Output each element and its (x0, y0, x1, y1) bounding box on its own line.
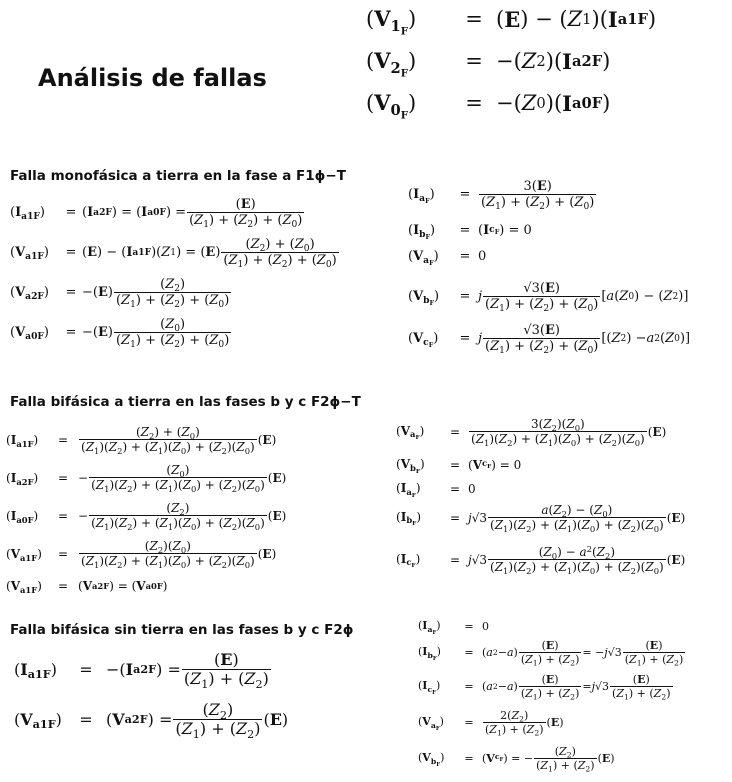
equation: $(V_{a1F})$ = ( V a2F ) = ( V a0F ) (6, 579, 168, 595)
equation: $(V_{a0F})$ = −( E ) $\frac{(Z_0)}{(Z_1) + (Z_2) + (Z_0)}$ (10, 317, 230, 351)
equation: $(I_{a0F})$ = − $\frac{(Z_2)}{(Z_1)(Z_2) + (Z_1)(Z_0) + (Z_2)(Z_0)}$ ( E ) (6, 501, 287, 532)
section-heading-bifasica-tierra: Falla bifásica a tierra en las fases b y c F2ϕ−T (10, 394, 361, 410)
equation: $(I_{c_F})$ = ( a 2 − a ) $\frac{(E)}{(Z_1) + (Z_2)}$ = j √3 $\frac{(E)}{(Z_1) + (Z_2)}$ (418, 673, 671, 702)
equation: $(V_{a1F})$ = ( V a2F ) = $\frac{(Z_2)}{(Z_1) + (Z_2)}$ ( E ) (14, 700, 289, 741)
equation: $(V_{a_F})$ = $\frac{3(Z_2)(Z_0)}{(Z_1)(Z_2) + (Z_1)(Z_0) + (Z_2)(Z_0)}$ ( E ) (396, 417, 667, 448)
equation: $(I_{b_F})$ = j √3 $\frac{a(Z_2) - (Z_0)}{(Z_1)(Z_2) + (Z_1)(Z_0) + (Z_2)(Z_0)}$ ( E ) (396, 503, 686, 534)
section-heading-monofasica: Falla monofásica a tierra en la fase a F1ϕ−T (10, 168, 346, 184)
equation: $(I_{a1F})$ = $\frac{(Z_2) + (Z_0)}{(Z_1)(Z_2) + (Z_1)(Z_0) + (Z_2)(Z_0)}$ ( E ) (6, 425, 277, 456)
equation: $(V_{a1F})$ = ( E ) − ( I a1F )( Z 1 ) = ( E ) $\frac{(Z_2) + (Z_0)}{(Z_1) + (Z_2) + (Z_0)}$ (10, 237, 337, 271)
section-heading-bifasica-sin-tierra: Falla bifásica sin tierra en las fases b y c F2ϕ (10, 622, 354, 638)
equation: $(V_{a_F})$ = 0 (408, 249, 487, 268)
equation: $(V_{a_F})$ = $\frac{2(Z_2)}{(Z_1) + (Z_2)}$ ( E ) (418, 709, 564, 738)
page-title: Análisis de fallas (38, 64, 267, 92)
equation: $(V_{a1F})$ = $\frac{(Z_2)(Z_0)}{(Z_1)(Z_2) + (Z_1)(Z_0) + (Z_2)(Z_0)}$ ( E ) (6, 539, 277, 570)
header-eq-v2: $(V_{2_F})$ = −( Z 2 )( I a2F ) (366, 48, 611, 80)
equation: $(V_{b_F})$ = j $\frac{√3(E)}{(Z_1) + (Z_2) + (Z_0)}$ [ a ( Z 0 ) − ( Z 2 )] (408, 281, 689, 315)
header-eq-v0: $(V_{0_F})$ = −( Z 0 )( I a0F ) (366, 90, 611, 122)
equation: $(V_{c_F})$ = j $\frac{√3(E)}{(Z_1) + (Z_2) + (Z_0)}$ [( Z 2 ) − a 2 ( Z 0 )] (408, 323, 691, 357)
equation: $(I_{a_F})$ = $\frac{3(E)}{(Z_1) + (Z_2) + (Z_0)}$ (408, 179, 595, 213)
header-equations (342, 0, 732, 130)
equation: $(I_{b_F})$ = ( I $c_F$ ) = 0 (408, 223, 532, 242)
equation: $(V_{b_F})$ = ( V $c_F$ ) = − $\frac{(Z_2)}{(Z_1) + (Z_2)}$ ( E ) (418, 745, 615, 774)
equation: $(I_{a2F})$ = − $\frac{(Z_0)}{(Z_1)(Z_2) + (Z_1)(Z_0) + (Z_2)(Z_0)}$ ( E ) (6, 463, 287, 494)
equation: $(I_{a_F})$ = 0 (418, 619, 489, 636)
equation: $(V_{b_F})$ = ( V $c_F$ ) = 0 (396, 457, 522, 475)
equation: $(V_{a2F})$ = −( E ) $\frac{(Z_2)}{(Z_1) + (Z_2) + (Z_0)}$ (10, 277, 230, 311)
header-eq-v1: $(V_{1_F})$ = ( E ) − ( Z 1 )( I a1F ) (366, 6, 657, 38)
equation: $(I_{a1F})$ = −( I a2F ) = $\frac{(E)}{(Z_1) + (Z_2)}$ (14, 650, 269, 691)
equation: $(I_{c_F})$ = j √3 $\frac{(Z_0) - a^2(Z_2)}{(Z_1)(Z_2) + (Z_1)(Z_0) + (Z_2)(Z_0)}$ ( E ) (396, 543, 686, 576)
equation: $(I_{a1F})$ = ( I a2F ) = ( I a0F ) = $\frac{(E)}{(Z_1) + (Z_2) + (Z_0)}$ (10, 197, 303, 231)
equation: $(I_{b_F})$ = ( a 2 − a ) $\frac{(E)}{(Z_1) + (Z_2)}$ = − j √3 $\frac{(E)}{(Z_1) + (Z_2)}$ (418, 639, 684, 668)
equation: $(I_{a_F})$ = 0 (396, 481, 476, 499)
